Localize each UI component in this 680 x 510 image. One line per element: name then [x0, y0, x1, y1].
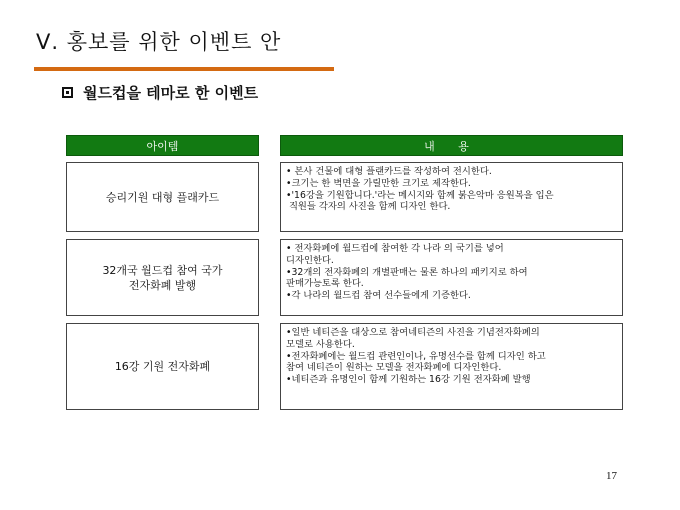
row-3-item	[66, 323, 259, 410]
row-1-desc-line-4: 직원들 각자의 사진을 함께 디자인 한다.	[286, 201, 451, 213]
subtitle-text: 월드컵을 테마로 한 이벤트	[83, 84, 259, 102]
row-2-item-line-2: 전자화폐 발행	[128, 278, 197, 292]
row-3-item-line-1: 16강 기원 전자화폐	[114, 360, 211, 373]
row-1-description	[280, 162, 623, 232]
row-2-item-line-1: 32개국 월드컵 참여 국가	[102, 263, 223, 277]
header-item: 아이템	[66, 135, 259, 156]
row-2-desc-line-3: •32개의 전자화폐의 개별판매는 물론 하나의 패키지로 하여	[286, 266, 528, 278]
title-underline	[34, 67, 334, 71]
page-number: 17	[606, 470, 617, 482]
row-2-item	[66, 239, 259, 316]
square-bullet-icon	[62, 87, 73, 98]
row-3-desc-line-2: 모델로 사용한다.	[286, 338, 355, 350]
row-1-desc-line-1: • 본사 건물에 대형 플랜카드를 작성하여 전시한다.	[286, 166, 492, 177]
row-2-description	[280, 239, 623, 316]
row-3-desc-line-1: •일반 네티즌을 대상으로 참여네티즌의 사진을 기념전자화폐의	[286, 327, 540, 338]
row-1-desc-line-2: •크기는 한 벽면을 가릴만한 크기로 제작한다.	[286, 177, 471, 189]
row-1-desc-line-3: •'16강을 기원합니다.'라는 메시지와 함께 붉은악마 응원복을 입은	[286, 189, 554, 201]
row-2-desc-line-5: •각 나라의 월드컵 참여 선수들에게 기증한다.	[286, 290, 471, 302]
row-2-desc-line-4: 판매가능토록 한다.	[286, 278, 364, 290]
row-3-desc-line-5: •네티즌과 유명인이 함께 기원하는 16강 기원 전자화폐 발행	[286, 374, 531, 386]
row-3-description	[280, 323, 623, 410]
row-3-desc-line-4: 참여 네티즌이 원하는 모델을 전자화폐에 디자인한다.	[286, 362, 502, 374]
row-2-desc-line-1: • 전자화폐에 월드컵에 참여한 각 나라 의 국기를 넣어	[286, 243, 504, 254]
row-2-desc-line-2: 디자인한다.	[286, 254, 334, 266]
row-3-desc-line-3: •전자화폐에는 월드컵 관련인이나, 유명선수를 함께 디자인 하고	[286, 350, 546, 362]
header-content: 내 용	[280, 135, 623, 156]
section-subtitle	[62, 82, 258, 103]
row-1-item-line-1: 승리기원 대형 플래카드	[105, 190, 220, 204]
page-title: Ⅴ. 홍보를 위한 이벤트 안	[36, 30, 282, 54]
row-1-item	[66, 162, 259, 232]
